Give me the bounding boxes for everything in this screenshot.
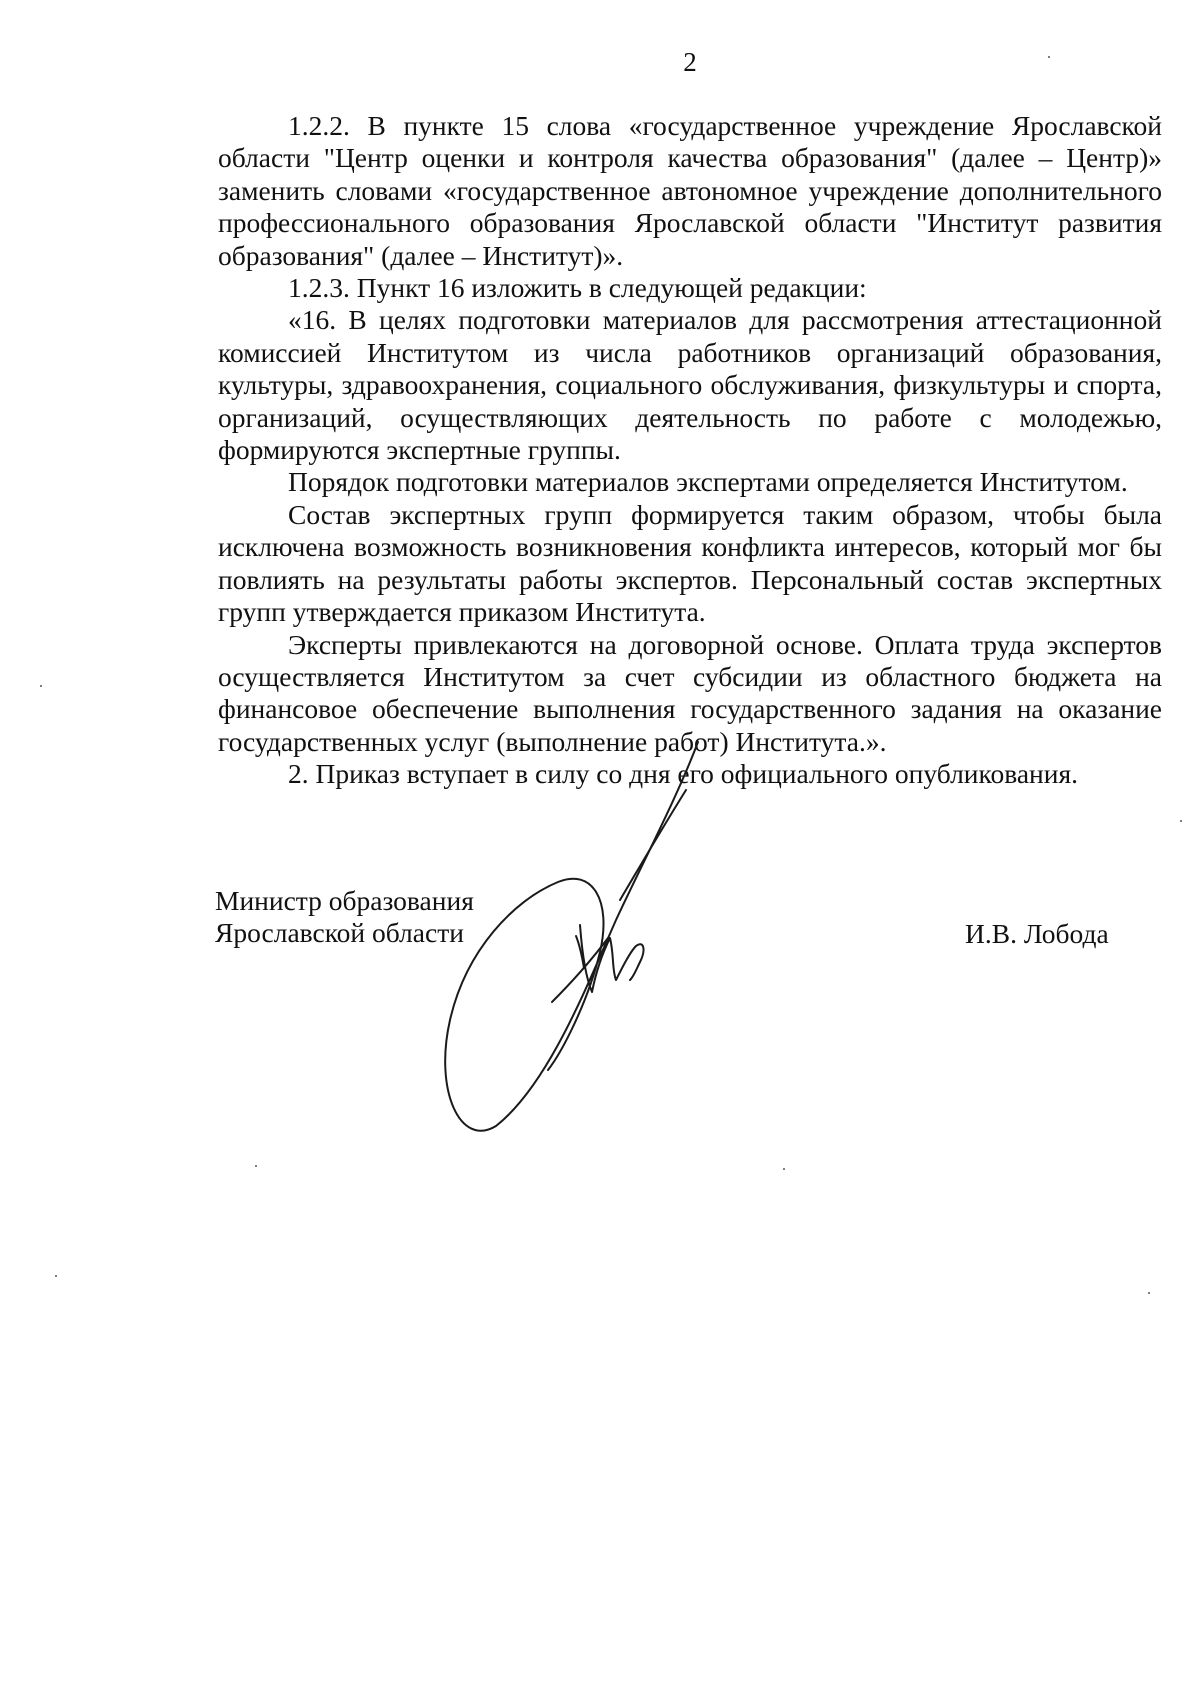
paragraph-procedure: Порядок подготовки материалов экспертами определяется Институтом.	[288, 466, 1128, 498]
signatory-position-line-1: Министр образования	[215, 885, 474, 916]
scan-speck	[783, 1168, 785, 1170]
signatory-position-line-2: Ярославской области	[215, 917, 464, 949]
paragraph-experts-payment: Эксперты привлекаются на договорной основе. Оплата труда экспертов осуществляется Институтом за счет субсидии из областного бюджета на финансовое обеспечение выполнения государственного задания на оказание государственных услуг (выполнение работ) Института.».	[218, 628, 1162, 757]
paragraph-expert-groups: Состав экспертных групп формируется таким образом, чтобы была исключена возможность возникновения конфликта интересов, который мог бы повлиять на результаты работы экспертов. Персональный состав экспертных групп утверждается приказом Института.	[218, 498, 1162, 628]
scan-speck	[255, 1165, 257, 1167]
handwritten-signature	[440, 740, 760, 1140]
signatory-position	[215, 885, 474, 950]
paragraph-1-2-3: 1.2.3. Пункт 16 изложить в следующей редакции:	[288, 272, 867, 304]
paragraph-1-2-2: 1.2.2. В пункте 15 слова «государственное учреждение Ярославской области "Центр оценки и контроля качества образования" (далее – Центр)» заменить словами «государственное автономное учреждение дополнительного профессионального образования Ярославской области "Институт развития образования" (далее – Институт)».	[218, 110, 1162, 271]
document-body	[218, 110, 1162, 791]
paragraph-effective-date: 2. Приказ вступает в силу со дня его официального опубликования.	[288, 758, 1079, 790]
scan-speck	[40, 685, 42, 687]
scan-speck	[55, 1275, 57, 1277]
scan-speck	[1180, 820, 1182, 822]
paragraph-point-16: «16. В целях подготовки материалов для рассмотрения аттестационной комиссией Институтом из числа работников организаций образования, культуры, здравоохранения, социального обслуживания, физкультуры и спорта, организаций, осуществляющих деятельность по работе с молодежью, формируются экспертные группы.	[218, 304, 1162, 466]
signatory-name: И.В. Лобода	[965, 918, 1109, 949]
page-number: 2	[683, 47, 697, 77]
scan-speck	[1048, 56, 1050, 58]
scan-speck	[1148, 1292, 1150, 1294]
